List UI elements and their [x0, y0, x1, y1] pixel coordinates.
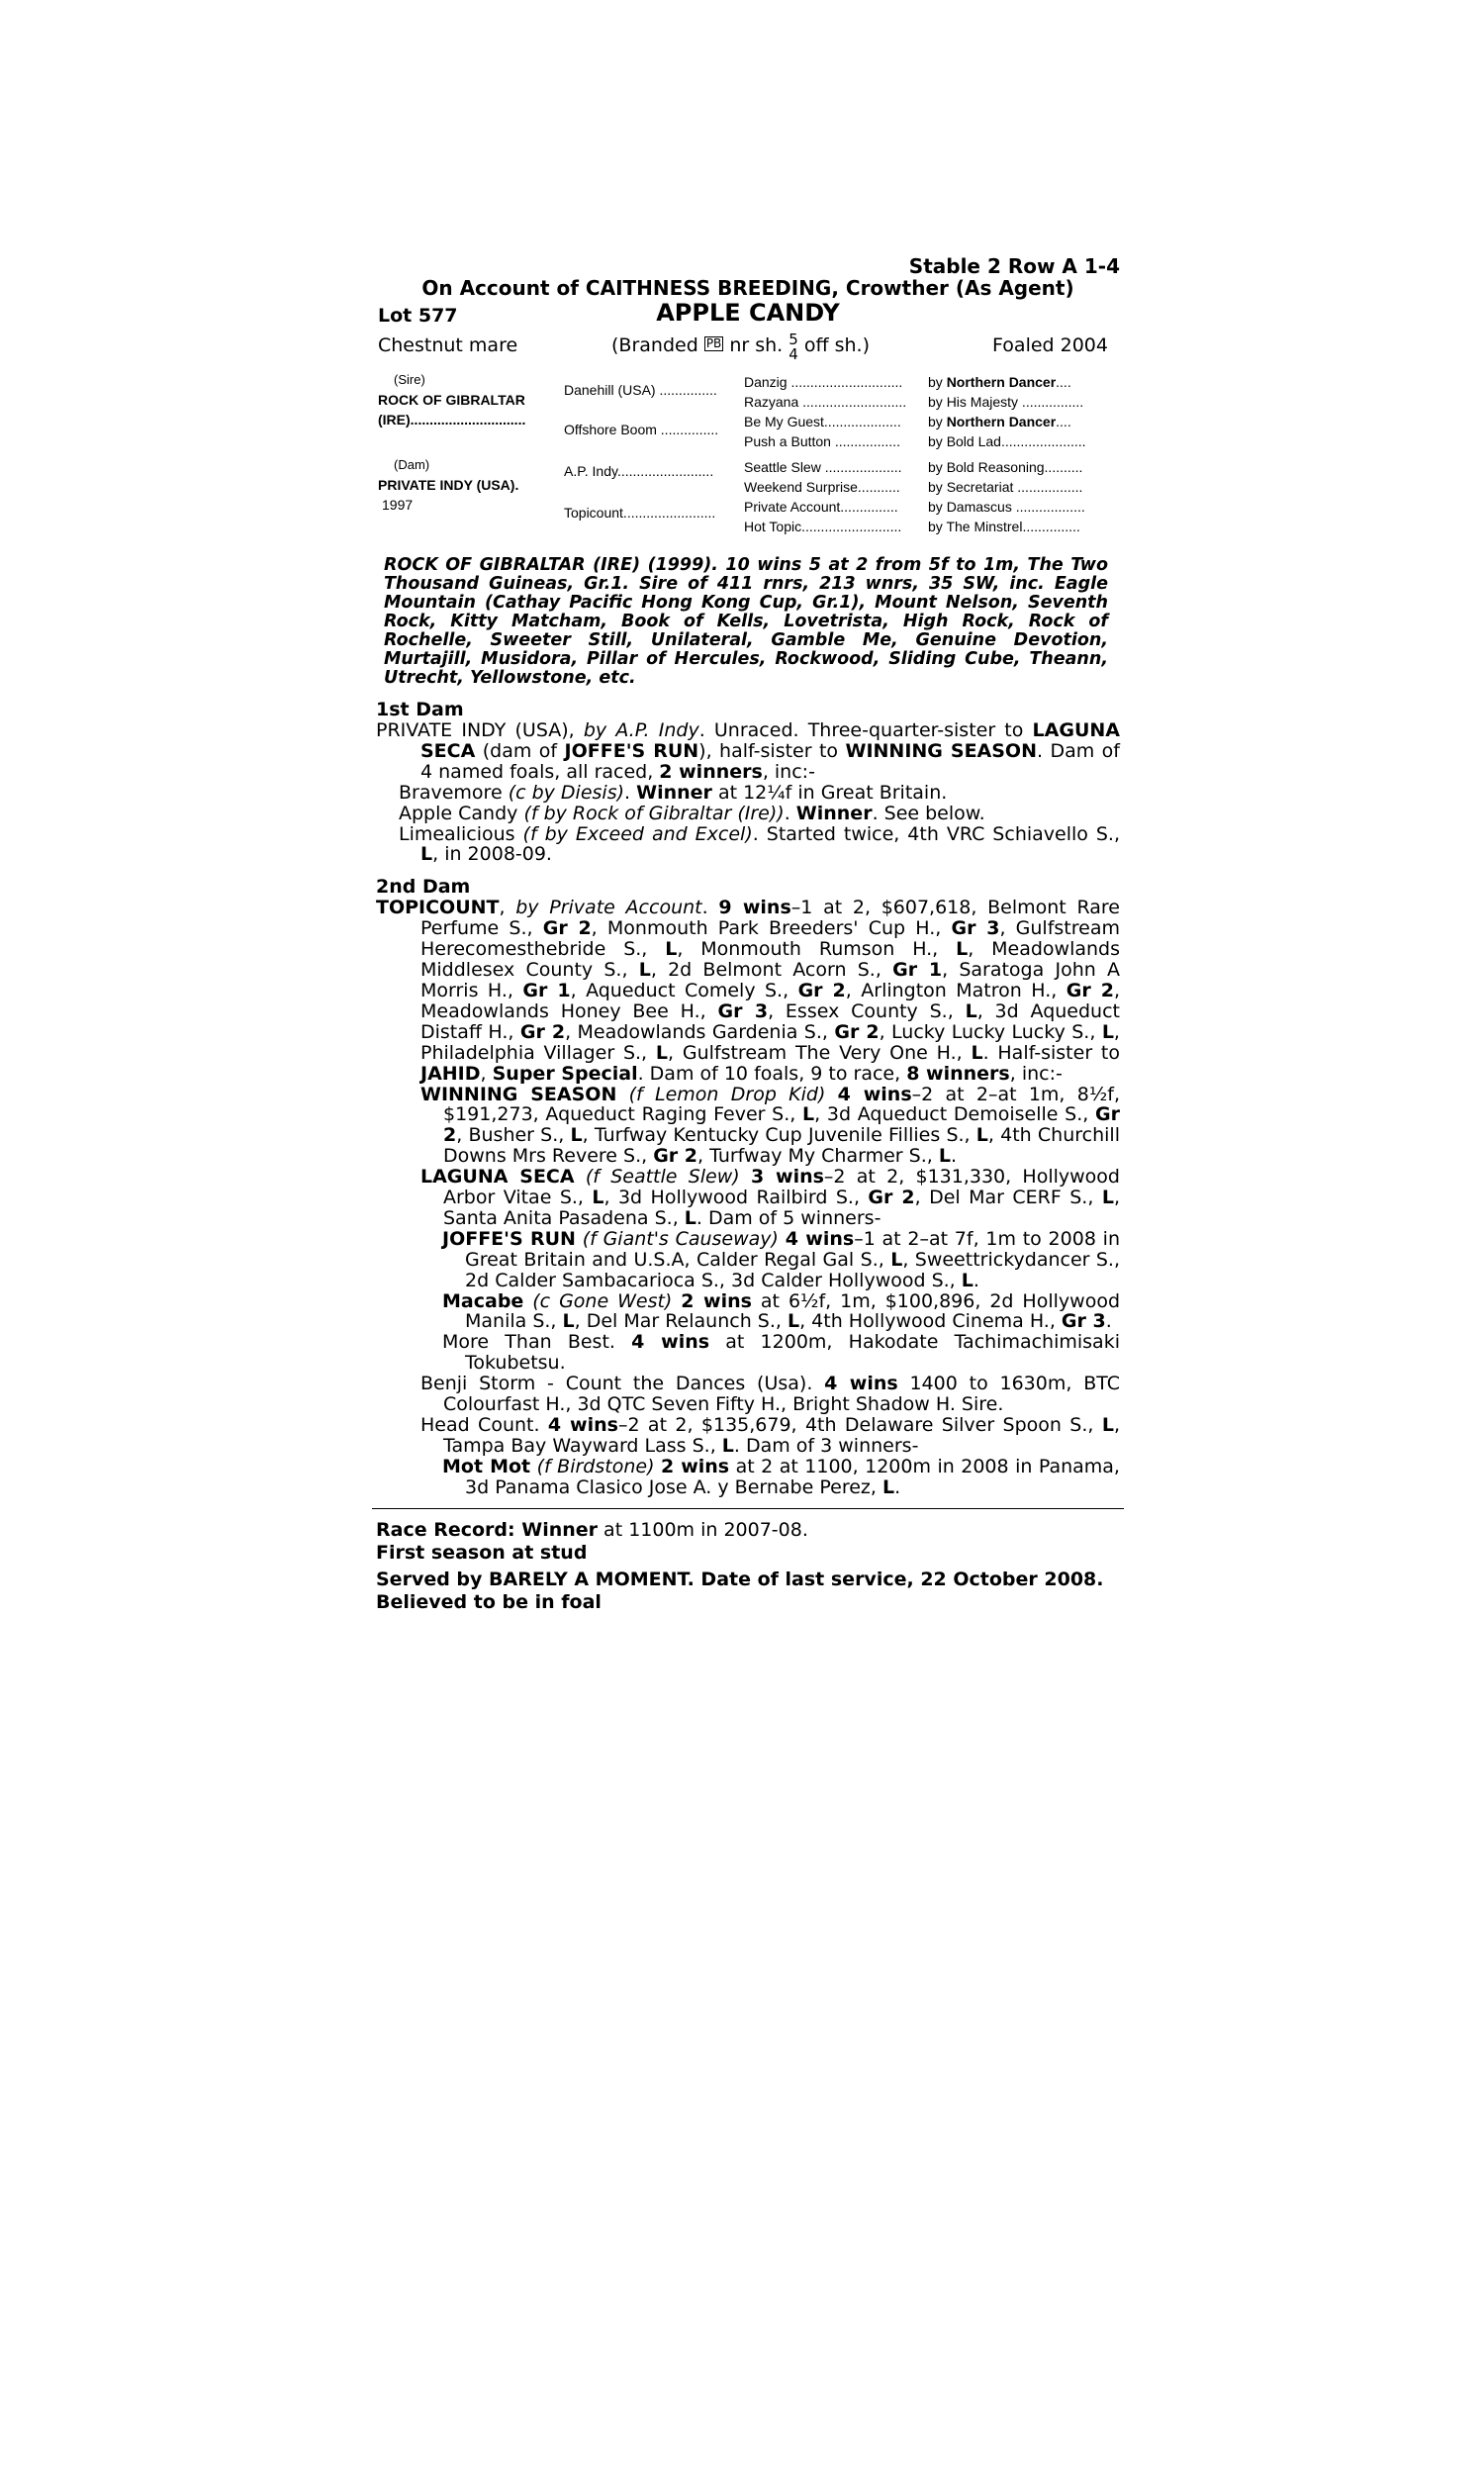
text-run: Gr 2 [542, 917, 592, 940]
brand-numerator: 5 [788, 331, 798, 348]
text-run: L [961, 1269, 974, 1291]
text-run: Gr 2 [653, 1145, 698, 1168]
sire-name: ROCK OF GIBRALTAR [378, 392, 525, 408]
text-run: , Gulfstream Herecomesthebride S., [420, 917, 1120, 961]
text-run: L [655, 1041, 669, 1064]
text-run: , 3d Aqueduct Distaff H., [420, 999, 1120, 1043]
dam-sire: A.P. Indy......................... [564, 463, 714, 479]
text-run: Gr 2 [834, 1020, 880, 1043]
produce-more-than-best [376, 1332, 1120, 1374]
text-run: L [881, 1475, 895, 1498]
text-run: L [1101, 1187, 1114, 1209]
produce-benji-storm [376, 1374, 1120, 1415]
ggg-dots: ................ [1018, 394, 1084, 410]
dam-name: PRIVATE INDY (USA). [378, 477, 519, 493]
text-run: Mot Mot [442, 1455, 531, 1477]
text-run: , Busher S., [456, 1124, 571, 1147]
text-run: , Tampa Bay Wayward Lass S., [443, 1414, 1120, 1457]
produce-macabe [376, 1291, 1120, 1333]
text-run: 2 wins [660, 1455, 730, 1477]
horse-sex-colour: Chestnut mare [378, 334, 518, 356]
text-run: More Than Best. [442, 1331, 632, 1354]
text-run: 9 wins [718, 897, 791, 919]
text-run: LAGUNA SECA [420, 1166, 575, 1189]
text-run: L [665, 938, 678, 961]
text-run: . [950, 1145, 957, 1168]
sire-dam: Offshore Boom ............... [564, 422, 719, 437]
text-run: , Philadelphia Villager S., [420, 1020, 1120, 1064]
text-run: Gr 2 [797, 979, 846, 1001]
text-run: L [938, 1145, 951, 1168]
ggg-name: Bold Lad [946, 433, 1001, 449]
sire-country: (IRE).............................. [378, 412, 526, 428]
text-run: –1 at 2–at 7f, 1m to 2008 in Great Britain and U.S.A, Calder Regal Gal S., [465, 1227, 1120, 1271]
text-run: at 6½f, 1m, $100,896, 2d Hollywood Manila S., [465, 1289, 1120, 1333]
text-run: 2 wins [681, 1289, 752, 1312]
text-run: L [638, 959, 651, 982]
text-run: L [975, 1124, 988, 1147]
text-run: JAHID [420, 1062, 481, 1085]
divider [372, 1508, 1124, 1509]
text-run: , Monmouth Park Breeders' Cup H., [591, 917, 952, 940]
text-run: Gr 3 [717, 999, 769, 1022]
text-run: –2 at 2, $131,330, Hollywood Arbor Vitae S., [443, 1166, 1120, 1209]
in-foal-status: Believed to be in foal [376, 1590, 602, 1613]
text-run: (f Lemon Drop Kid) [628, 1083, 826, 1105]
ggg-name: His Majesty [946, 394, 1019, 410]
text-run: 8 winners [906, 1062, 1010, 1085]
text-run: Gr 3 [951, 917, 1000, 940]
produce-head-count [376, 1415, 1120, 1457]
text-run: . [973, 1269, 979, 1291]
text-run: Gr 3 [1061, 1310, 1106, 1333]
first-dam-heading: 1st Dam [376, 699, 464, 720]
text-run [740, 1166, 751, 1188]
text-run: . [894, 1475, 901, 1498]
text-run: L [890, 1248, 903, 1271]
brand-mark-icon: PB [705, 336, 722, 350]
ggg-by: by [928, 479, 947, 495]
text-run [616, 1084, 628, 1105]
text-run [523, 1290, 532, 1312]
text-run: Benji Storm - Count the Dances (Usa). [420, 1373, 825, 1395]
text-run: , Meadowlands Honey Bee H., [420, 979, 1120, 1022]
served-by: Served by BARELY A MOMENT. Date of last service, 22 October 2008. [376, 1568, 1104, 1590]
text-run: 4 wins [547, 1414, 618, 1436]
text-run: 1400 to 1630m, BTC Colourfast H., 3d QTC Seven Fifty H., Bright Shadow H. Sire. [443, 1373, 1120, 1416]
text-run: (f Seattle Slew) [585, 1166, 740, 1189]
ggg-by: by [928, 414, 947, 429]
text-run: WINNING SEASON [420, 1083, 617, 1105]
text-run: 3 wins [750, 1166, 824, 1189]
text-run: Gr 2 [1066, 979, 1114, 1001]
text-run: L [965, 999, 977, 1022]
produce-laguna-seca [376, 1167, 1120, 1229]
text-run: Gr 2 [443, 1103, 1120, 1147]
ggg-4 [928, 433, 1086, 449]
text-run: L [787, 1310, 800, 1333]
text-run: (c Gone West) [532, 1289, 673, 1312]
text-run: , Arlington Matron H., [845, 979, 1067, 1001]
second-dam-heading: 2nd Dam [376, 876, 471, 899]
ggg-7 [928, 499, 1085, 515]
text-run: , [499, 897, 516, 919]
brand-open: (Branded [611, 334, 698, 356]
sire-summary: ROCK OF GIBRALTAR (IRE) (1999). 10 wins 5 at 2 from 5f to 1m, The Two Thousand Guineas, Gr.1. Sire of 411 rnrs, 213 wnrs, 35 SW, inc. Eagle Mountain (Cathay Pacific Hong Kong Cup, Gr.1), Mount Nelson, Seventh Rock, Kitty Matcham, Book of Kells, Lovetrista, High Rock, Rock of Rochelle, Sweeter Still, Unilateral, Gamble Me, Genuine Devotion, Murtajill, Musidora, Pillar of Hercules, Rockwood, Sliding Cube, Theann, Utrecht, Yellowstone, etc. [384, 555, 1108, 688]
text-run: L [1101, 1020, 1114, 1043]
text-run [576, 1228, 583, 1250]
text-run: , [480, 1062, 493, 1085]
ggg-by: by [928, 519, 947, 534]
text-run: L [562, 1310, 575, 1333]
text-run: Macabe [442, 1289, 524, 1312]
text-run: , Santa Anita Pasadena S., [443, 1187, 1120, 1229]
ggg-dots: .......... [1044, 459, 1083, 475]
gg-1: Danzig ............................. [744, 374, 903, 390]
text-run: at 2 at 1100, 1200m in 2008 in Panama, 3d Panama Clasico Jose A. y Bernabe Perez, [465, 1455, 1120, 1498]
gg-3: Be My Guest.................... [744, 414, 901, 429]
text-run: L [802, 1103, 815, 1126]
text-run [779, 1228, 786, 1250]
lot-number: Lot 577 [378, 305, 458, 327]
horse-name: APPLE CANDY [656, 299, 840, 327]
first-season: First season at stud [376, 1541, 588, 1564]
text-run: , 3d Hollywood Railbird S., [603, 1187, 869, 1209]
ggg-2 [928, 394, 1083, 410]
gg-5: Seattle Slew .................... [744, 459, 902, 475]
dam-dam: Topicount........................ [564, 505, 716, 521]
produce-joffes-run [376, 1229, 1120, 1291]
ggg-dots: ............... [1022, 519, 1080, 534]
foaled-year: Foaled 2004 [992, 334, 1108, 356]
text-run: Gr 1 [522, 979, 571, 1001]
ggg-name: Bold Reasoning [946, 459, 1045, 475]
ggg-dots: ................. [1013, 479, 1083, 495]
text-run: , Turfway My Charmer S., [697, 1145, 939, 1168]
text-run: at 1200m, Hakodate Tachimachimisaki Tokubetsu. [465, 1331, 1120, 1375]
produce-mot-mot [376, 1457, 1120, 1498]
ggg-name: Northern Dancer [946, 414, 1057, 429]
ggg-by: by [928, 394, 947, 410]
gg-7: Private Account............... [744, 499, 898, 515]
produce-winning-season [376, 1085, 1120, 1168]
text-run: . Dam of 5 winners- [696, 1206, 881, 1229]
brand-info [611, 333, 870, 362]
gg-8: Hot Topic.......................... [744, 519, 902, 534]
text-run: , Aqueduct Comely S., [570, 979, 798, 1001]
text-run: (f Giant's Causeway) [582, 1227, 779, 1250]
ggg-dots: ...................... [1000, 433, 1086, 449]
lot-row [376, 299, 1120, 329]
text-run: L [684, 1206, 696, 1229]
text-run: . Half-sister to [982, 1041, 1121, 1064]
brand-position: nr sh. [729, 334, 784, 356]
text-run: Head Count. [420, 1414, 548, 1436]
sire-label: (Sire) [394, 372, 425, 387]
text-run [575, 1166, 586, 1188]
text-run: (f Birdstone) [536, 1455, 655, 1477]
ggg-by: by [928, 459, 947, 475]
text-run: , Monmouth Rumson H., [677, 938, 957, 961]
text-run: , Meadowlands Middlesex County S., [420, 938, 1121, 982]
pedigree-table [376, 372, 1120, 546]
text-run: , inc:- [1009, 1062, 1063, 1085]
text-run: , Meadowlands Gardenia S., [565, 1020, 835, 1043]
foal-bravemore: Bravemore (c by Diesis). Winner at 12¼f in Great Britain. [399, 781, 948, 804]
text-run [825, 1084, 837, 1105]
ggg-3 [928, 414, 1071, 429]
text-run: , Sweettrickydancer S., 2d Calder Sambacarioca S., 3d Calder Hollywood S., [465, 1248, 1121, 1291]
ggg-by: by [928, 499, 947, 515]
race-record [376, 1519, 1120, 1542]
text-run: . [701, 897, 719, 919]
ggg-name: Secretariat [946, 479, 1014, 495]
sire-sire: Danehill (USA) ............... [564, 382, 717, 398]
gg-2: Razyana ........................... [744, 394, 907, 410]
ggg-dots: .................. [1011, 499, 1085, 515]
ggg-6 [928, 479, 1082, 495]
ggg-name: The Minstrel [946, 519, 1023, 534]
text-run: TOPICOUNT [376, 897, 500, 919]
text-run: L [592, 1187, 604, 1209]
ggg-dots: .... [1056, 414, 1071, 429]
foal-apple-candy: Apple Candy (f by Rock of Gibraltar (Ire)). Winner. See below. [399, 802, 985, 824]
ggg-dots: .... [1056, 374, 1071, 390]
ggg-by: by [928, 433, 947, 449]
text-run: L [971, 1041, 983, 1064]
text-run: , Lucky Lucky Lucky S., [879, 1020, 1102, 1043]
text-run: . Dam of 3 winners- [733, 1434, 919, 1457]
text-run [672, 1290, 681, 1312]
text-run: . [1105, 1310, 1112, 1333]
first-dam-entry: PRIVATE INDY (USA), by A.P. Indy. Unraced. Three-quarter-sister to LAGUNA SECA (dam of JOFFE'S RUN), half-sister to WINNING SEASON. Dam of 4 named foals, all raced, 2 winners, inc:- [376, 719, 1120, 783]
dam-label: (Dam) [394, 457, 430, 472]
ggg-name: Northern Dancer [946, 374, 1057, 390]
stable-location: Stable 2 Row A 1-4 [908, 254, 1120, 278]
text-run: , 3d Aqueduct Demoiselle S., [814, 1103, 1096, 1126]
text-run: –2 at 2–at 1m, 8½f, $191,273, Aqueduct Raging Fever S., [443, 1083, 1120, 1126]
second-dam-entry [376, 898, 1120, 1084]
ggg-name: Damascus [946, 499, 1012, 515]
text-run: L [1101, 1414, 1114, 1436]
text-run: L [721, 1434, 734, 1457]
text-run: JOFFE'S RUN [442, 1227, 576, 1250]
ggg-by: by [928, 374, 947, 390]
text-run: –1 at 2, $607,618, Belmont Rare Perfume S., [420, 897, 1120, 940]
brand-fraction [788, 333, 798, 362]
race-record-label: Race Record: Winner [376, 1518, 599, 1541]
text-run: , 4th Hollywood Cinema H., [799, 1310, 1062, 1333]
text-run: , Essex County S., [768, 999, 966, 1022]
text-run: Gr 2 [519, 1020, 566, 1043]
text-run: , 4th Churchill Downs Mrs Revere S., [443, 1124, 1120, 1168]
text-run: , Del Mar Relaunch S., [574, 1310, 788, 1333]
race-record-detail: at 1100m in 2007-08. [598, 1518, 808, 1541]
text-run: , Del Mar CERF S., [914, 1187, 1102, 1209]
text-run: 4 wins [837, 1083, 912, 1105]
description-row [376, 329, 1120, 363]
text-run: L [570, 1124, 583, 1147]
text-run: , 2d Belmont Acorn S., [650, 959, 893, 982]
brand-close: off sh.) [803, 334, 870, 356]
text-run: . Dam of 10 foals, 9 to race, [637, 1062, 907, 1085]
catalogue-page [376, 255, 1120, 1614]
text-run: , Gulfstream The Very One H., [668, 1041, 972, 1064]
text-run: 4 wins [824, 1373, 898, 1395]
text-run: –2 at 2, $135,679, 4th Delaware Silver Spoon S., [617, 1414, 1102, 1436]
dam-year: 1997 [382, 497, 414, 513]
text-run: 4 wins [631, 1331, 710, 1354]
ggg-8 [928, 519, 1080, 534]
text-run: Super Special [492, 1062, 638, 1085]
ggg-5 [928, 459, 1082, 475]
text-run: Gr 2 [868, 1187, 915, 1209]
vendor-line: On Account of CAITHNESS BREEDING, Crowther (As Agent) [421, 276, 1074, 300]
brand-denominator: 4 [788, 345, 798, 363]
foal-limealicious: Limealicious (f by Exceed and Excel). Started twice, 4th VRC Schiavello S., L, in 2008-09. [399, 822, 1121, 866]
text-run: 4 wins [785, 1227, 855, 1250]
text-run: Gr 1 [892, 959, 943, 982]
text-run: , Saratoga John A Morris H., [420, 959, 1120, 1001]
gg-4: Push a Button ................. [744, 433, 900, 449]
gg-6: Weekend Surprise........... [744, 479, 900, 495]
ggg-1 [928, 374, 1071, 390]
text-run: , Turfway Kentucky Cup Juvenile Fillies S., [582, 1124, 976, 1147]
text-run: L [956, 938, 969, 961]
text-run: by Private Account [515, 897, 702, 919]
